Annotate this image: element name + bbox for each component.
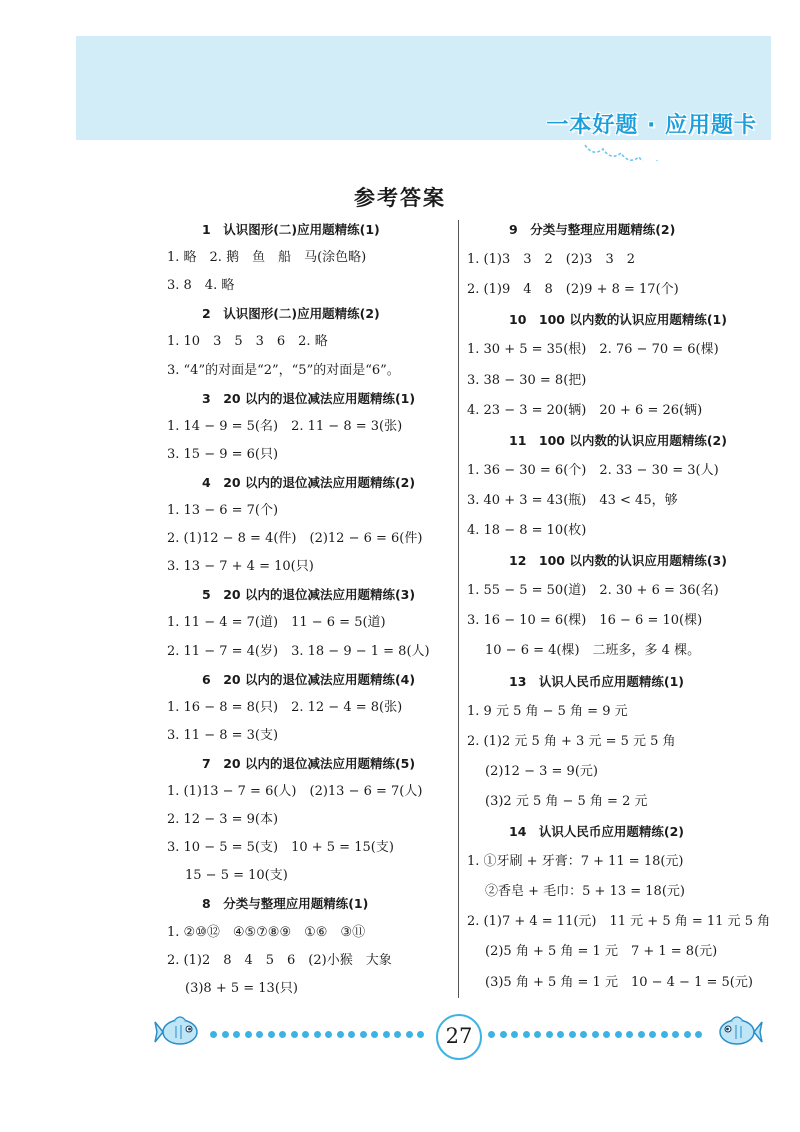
dot: [603, 1031, 610, 1038]
dot: [222, 1031, 229, 1038]
dot: [592, 1031, 599, 1038]
answer-line: 3. 38 − 30 = 8(把): [467, 372, 587, 388]
answer-line: 1. 14 − 9 = 5(名) 2. 11 − 8 = 3(张): [167, 418, 403, 434]
answer-line: 3. 13 − 7 + 4 = 10(只): [167, 559, 314, 575]
answer-line: 2. (1)2 元 5 角 + 3 元 = 5 元 5 角: [467, 733, 676, 749]
answer-line: 2. (1)7 + 4 = 11(元) 11 元 + 5 角 = 11 元 5 角: [467, 914, 771, 930]
answer-line: 3. 11 − 8 = 3(支): [167, 727, 279, 743]
section-heading: 13 认识人民币应用题精练(1): [509, 673, 685, 689]
dot: [210, 1031, 217, 1038]
answer-line: 1. 16 − 8 = 8(只) 2. 12 − 4 = 8(张): [167, 699, 403, 715]
answer-line: 1. ①牙刷 + 牙膏：7 + 11 = 18(元): [467, 854, 684, 870]
answer-line: (3)8 + 5 = 13(只): [185, 980, 298, 996]
answer-line: 1. 55 − 5 = 50(道) 2. 30 + 6 = 36(名): [467, 583, 719, 599]
answer-line: 1. (1)13 − 7 = 6(人) (2)13 − 6 = 7(人): [167, 784, 423, 799]
answer-line: 3. 8 4. 略: [167, 278, 235, 294]
answer-line: ②香皂 + 毛巾：5 + 13 = 18(元): [485, 884, 685, 900]
fish-right-icon: [713, 1012, 763, 1052]
section-heading: 7 20 以内的退位减法应用题精练(5): [202, 755, 416, 771]
dot: [649, 1031, 656, 1038]
dot: [534, 1031, 541, 1038]
dot: [626, 1031, 633, 1038]
dot: [580, 1031, 587, 1038]
answer-line: 1. ②⑩⑫ ④⑤⑦⑧⑨ ①⑥ ③⑪: [167, 924, 366, 940]
section-heading: 9 分类与整理应用题精练(2): [509, 222, 676, 237]
answer-line: 1. 9 元 5 角 − 5 角 = 9 元: [467, 703, 628, 719]
answer-line: 1. 36 − 30 = 6(个) 2. 33 − 30 = 3(人): [467, 462, 719, 478]
dot: [245, 1031, 252, 1038]
dot: [337, 1031, 344, 1038]
fish-left-icon: [154, 1012, 204, 1052]
answer-line: 3. 15 − 9 = 6(只): [167, 446, 279, 462]
dot: [383, 1031, 390, 1038]
dot: [511, 1031, 518, 1038]
dot: [488, 1031, 495, 1038]
dot: [371, 1031, 378, 1038]
answer-line: 1. 30 + 5 = 35(根) 2. 76 − 70 = 6(棵): [467, 342, 719, 358]
dot: [546, 1031, 553, 1038]
dot: [523, 1031, 530, 1038]
dot: [360, 1031, 367, 1038]
brand-title: 一本好题 · 应用题卡: [546, 113, 757, 138]
column-divider: [458, 220, 459, 998]
dot: [557, 1031, 564, 1038]
dot: [672, 1031, 679, 1038]
page-title: 参考答案: [354, 186, 446, 210]
section-heading: 4 20 以内的退位减法应用题精练(2): [202, 474, 416, 490]
section-heading: 10 100 以内数的认识应用题精练(1): [509, 312, 727, 328]
dot: [684, 1031, 691, 1038]
cloud-decoration: [580, 141, 770, 161]
dot: [314, 1031, 321, 1038]
dot: [268, 1031, 275, 1038]
section-heading: 11 100 以内数的认识应用题精练(2): [509, 432, 727, 448]
answer-line: 2. (1)12 − 8 = 4(件) (2)12 − 6 = 6(件): [167, 531, 423, 547]
answer-line: 1. 略 2. 鹅 鱼 船 马(涂色略): [167, 250, 367, 266]
dot: [291, 1031, 298, 1038]
header-banner: [76, 36, 771, 140]
section-heading: 8 分类与整理应用题精练(1): [202, 896, 369, 912]
answer-line: 15 − 5 = 10(支): [185, 868, 288, 884]
answer-line: (2)5 角 + 5 角 = 1 元 7 + 1 = 8(元): [485, 944, 718, 960]
dot: [406, 1031, 413, 1038]
dot: [695, 1031, 702, 1038]
section-heading: 2 认识图形(二)应用题精练(2): [202, 306, 380, 322]
answer-line: 3. 10 − 5 = 5(支) 10 + 5 = 15(支): [167, 840, 394, 856]
dot: [661, 1031, 668, 1038]
answer-line: 4. 23 − 3 = 20(辆) 20 + 6 = 26(辆): [467, 402, 703, 418]
answer-line: 1. (1)3 3 2 (2)3 3 2: [467, 252, 635, 268]
dot: [302, 1031, 309, 1038]
section-heading: 3 20 以内的退位减法应用题精练(1): [202, 390, 416, 406]
page-number: 27: [436, 1014, 482, 1060]
dot: [256, 1031, 263, 1038]
answer-line: 2. 12 − 3 = 9(本): [167, 812, 279, 828]
section-heading: 14 认识人民币应用题精练(2): [509, 824, 685, 839]
answer-line: 3. 40 + 3 = 43(瓶) 43 < 45，够: [467, 492, 678, 508]
section-heading: 12 100 以内数的认识应用题精练(3): [509, 553, 727, 569]
answer-line: 3. “4”的对面是“2”，“5”的对面是“6”。: [167, 362, 400, 378]
answer-line: 2. (1)2 8 4 5 6 (2)小猴 大象: [167, 952, 392, 968]
answer-line: 1. 10 3 5 3 6 2. 略: [167, 334, 328, 350]
dot: [348, 1031, 355, 1038]
section-heading: 1 认识图形(二)应用题精练(1): [202, 222, 380, 237]
answer-line: 1. 13 − 6 = 7(个): [167, 503, 279, 518]
answer-line: 4. 18 − 8 = 10(枚): [467, 523, 587, 538]
dot: [569, 1031, 576, 1038]
answer-line: 3. 16 − 10 = 6(棵) 16 − 6 = 10(棵): [467, 613, 703, 629]
answer-line: (2)12 − 3 = 9(元): [485, 763, 598, 779]
dot: [279, 1031, 286, 1038]
answer-line: 2. 11 − 7 = 4(岁) 3. 18 − 9 − 1 = 8(人): [167, 643, 430, 659]
answer-line: (3)5 角 + 5 角 = 1 元 10 − 4 − 1 = 5(元): [485, 974, 753, 990]
dot: [233, 1031, 240, 1038]
dot: [638, 1031, 645, 1038]
section-heading: 6 20 以内的退位减法应用题精练(4): [202, 671, 416, 687]
answer-line: (3)2 元 5 角 − 5 角 = 2 元: [485, 793, 648, 809]
dot: [500, 1031, 507, 1038]
dot: [325, 1031, 332, 1038]
answer-line: 2. (1)9 4 8 (2)9 + 8 = 17(个): [467, 282, 679, 298]
section-heading: 5 20 以内的退位减法应用题精练(3): [202, 587, 416, 603]
answer-line: 1. 11 − 4 = 7(道) 11 − 6 = 5(道): [167, 615, 386, 631]
dot: [615, 1031, 622, 1038]
answer-line: 10 − 6 = 4(棵) 二班多，多 4 棵。: [485, 643, 701, 659]
dot: [394, 1031, 401, 1038]
dot: [417, 1031, 424, 1038]
